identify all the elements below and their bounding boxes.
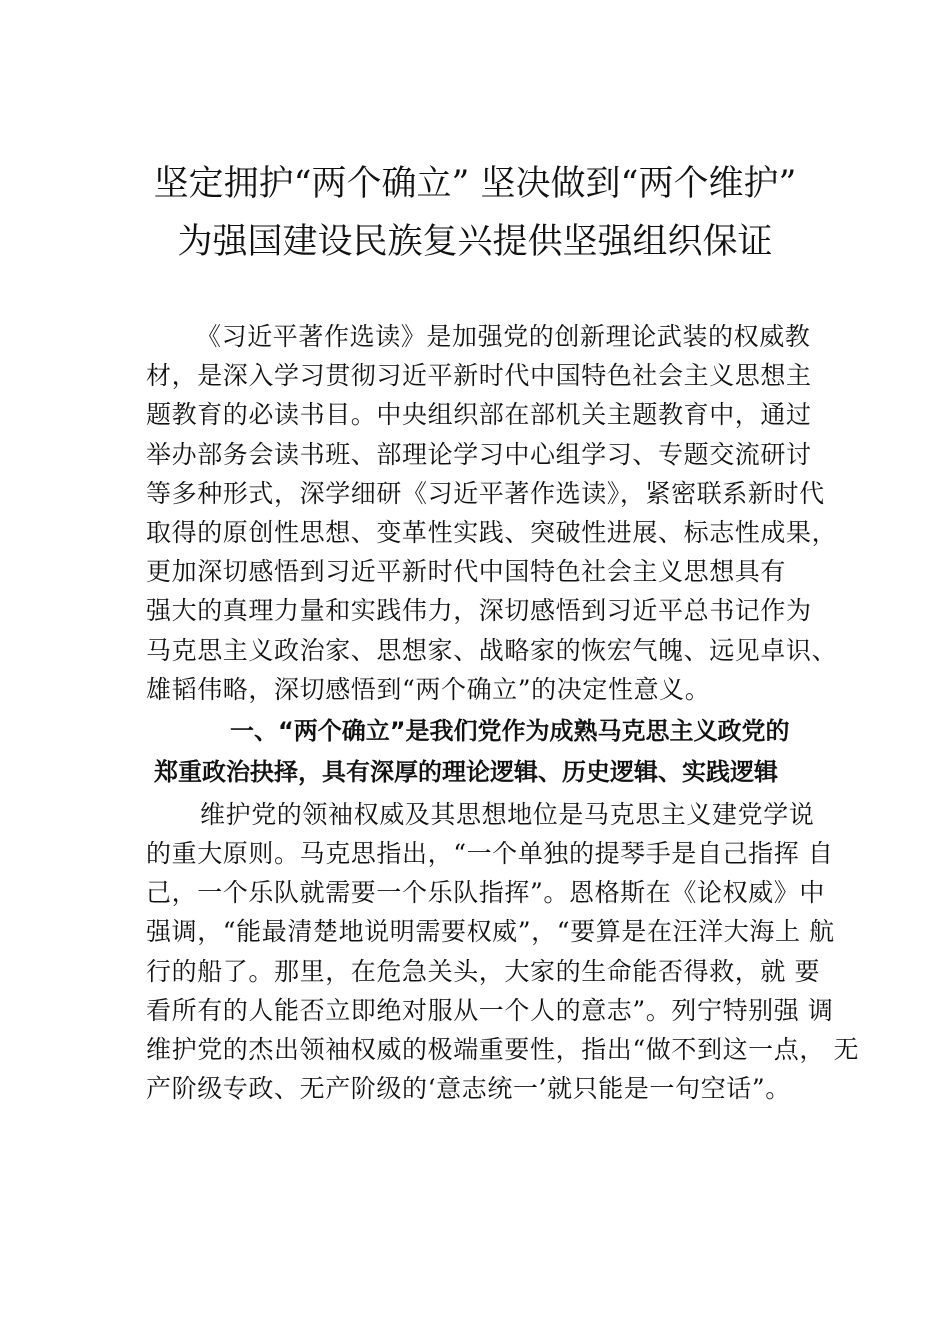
- section-heading-line-1: 一、“两个确立”是我们党作为成熟马克思主义政党的: [230, 716, 790, 745]
- paragraph-line: 马克思主义政治家、思想家、战略家的恢宏气魄、远见卓识、: [146, 635, 838, 665]
- paragraph-line: 强大的真理力量和实践伟力，深切感悟到习近平总书记作为: [146, 596, 812, 626]
- intro-paragraph: [146, 317, 846, 709]
- paragraph-line: 维护党的领袖权威及其思想地位是马克思主义建党学说: [200, 799, 815, 829]
- paragraph-line: 维护党的杰出领袖权威的极端重要性，指出“做不到这一点， 无: [146, 1035, 860, 1064]
- section-heading-line-2: 郑重政治抉择，具有深厚的理论逻辑、历史逻辑、实践逻辑: [154, 757, 778, 786]
- paragraph-line: 行的船了。那里，在危急关头，大家的生命能否得救，就 要: [146, 956, 821, 986]
- title-line-1: 坚定拥护“两个确立” 坚决做到“两个维护”: [153, 164, 797, 204]
- paragraph-line: 更加深切感悟到习近平新时代中国特色社会主义思想具有: [146, 557, 787, 587]
- paragraph-line: 雄韬伟略，深切感悟到“两个确立”的决定性意义。: [146, 674, 711, 704]
- document-title: [60, 158, 890, 268]
- section-1-heading: [146, 713, 846, 791]
- document-body: [146, 317, 860, 1108]
- paragraph-line: 产阶级专政、无产阶级的‘意志统一’就只能是一句空话”。: [146, 1074, 791, 1104]
- paragraph-line: 看所有的人能否立即绝对服从一个人的意志”。列宁特别强 调: [146, 995, 834, 1025]
- paragraph-line: 题教育的必读书目。中央组织部在部机关主题教育中，通过: [146, 400, 812, 430]
- paragraph-line: 举办部务会读书班、部理论学习中心组学习、专题交流研讨: [146, 439, 812, 469]
- paragraph-line: 材，是深入学习贯彻习近平新时代中国特色社会主义思想主: [146, 361, 812, 391]
- section-1-paragraph: [146, 795, 860, 1109]
- paragraph-line: 强调，“能最清楚地说明需要权威”，“要算是在汪洋大海上 航: [146, 917, 835, 947]
- paragraph-line: 的重大原则。马克思指出，“一个单独的提琴手是自己指挥 自: [146, 839, 834, 869]
- paragraph-line: 己，一个乐队就需要一个乐队指挥”。恩格斯在《论权威》中: [146, 878, 825, 908]
- paragraph-line: 取得的原创性思想、变革性实践、突破性进展、标志性成果，: [146, 517, 838, 547]
- paragraph-line: 等多种形式，深学细研《习近平著作选读》，紧密联系新时代: [146, 478, 825, 508]
- title-line-2: 为强国建设民族复兴提供坚强组织保证: [177, 222, 773, 262]
- paragraph-line: 《习近平著作选读》是加强党的创新理论武装的权威教: [196, 322, 811, 351]
